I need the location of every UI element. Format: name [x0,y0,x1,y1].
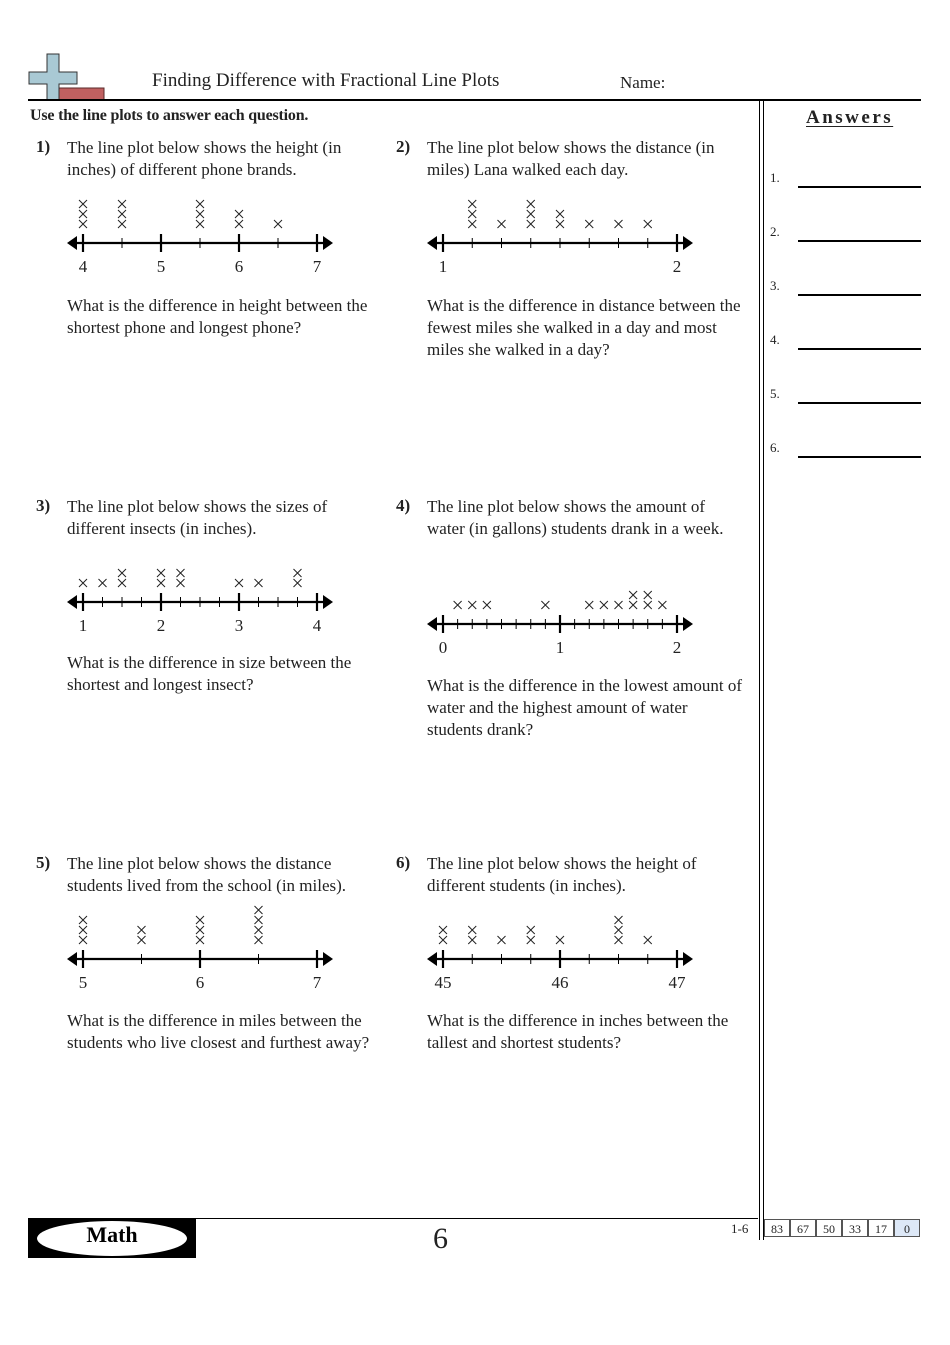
problem-number: 3) [36,496,51,515]
axis-arrow-left [427,617,437,631]
data-point-x [99,579,107,587]
data-point-x [255,936,263,944]
axis-arrow-left [427,952,437,966]
answer-label: 5. [770,386,780,401]
axis-arrow-left [67,595,77,609]
data-point-x [79,220,87,228]
data-point-x [274,220,282,228]
data-point-x [527,220,535,228]
problem-number: 1) [36,137,51,156]
axis-arrow-left [67,236,77,250]
axis-arrow-left [427,236,437,250]
axis-arrow-right [323,952,333,966]
data-point-x [585,601,593,609]
tick-label: 1 [555,638,565,657]
answer-blank[interactable] [798,240,921,242]
data-point-x [644,601,652,609]
problem-text: The line plot below shows the distance (in miles) Lana walked each day. [427,138,715,179]
math-logo-text: Math [86,1222,138,1247]
data-point-x [439,926,447,934]
data-point-x [615,926,623,934]
data-point-x [556,220,564,228]
data-point-x [118,569,126,577]
data-point-x [294,569,302,577]
worksheet-logo [26,53,108,101]
data-point-x [527,200,535,208]
data-point-x [468,601,476,609]
problem-question: What is the difference in distance between the fewest miles she walked in a day and most miles she walked in a day? [427,296,741,359]
tick-label: 47 [668,973,686,992]
data-point-x [527,936,535,944]
axis-arrow-right [323,236,333,250]
answer-blank[interactable] [798,186,921,188]
data-point-x [138,936,146,944]
score-cell: 50 [816,1219,842,1237]
worksheet-title: Finding Difference with Fractional Line Plots [152,70,500,91]
tick-label: 4 [78,257,88,276]
tick-label: 4 [312,616,322,635]
problem-number: 6) [396,853,411,872]
problem-question: What is the difference in height between the shortest phone and longest phone? [67,296,368,337]
data-point-x [294,579,302,587]
score-cell: 17 [868,1219,894,1237]
data-point-x [629,601,637,609]
data-point-x [235,220,243,228]
axis-arrow-right [683,617,693,631]
data-point-x [196,936,204,944]
data-point-x [177,569,185,577]
answer-blank[interactable] [798,456,921,458]
data-point-x [196,210,204,218]
answer-column-divider-2 [763,100,764,1240]
tick-label: 5 [78,973,88,992]
tick-label: 0 [438,638,448,657]
problem-text: The line plot below shows the distance students lived from the school (in miles). [67,854,347,895]
data-point-x [468,936,476,944]
data-point-x [79,936,87,944]
problem-question: What is the difference in miles between the students who live closest and furthest away? [67,1011,370,1052]
tick-label: 6 [234,257,244,276]
data-point-x [196,916,204,924]
data-point-x [541,601,549,609]
data-point-x [118,210,126,218]
data-point-x [454,601,462,609]
data-point-x [615,916,623,924]
answer-blank[interactable] [798,348,921,350]
data-point-x [644,591,652,599]
name-label: Name: [620,73,666,92]
axis-arrow-right [323,595,333,609]
answer-label: 3. [770,278,780,293]
data-point-x [498,220,506,228]
data-point-x [629,591,637,599]
data-point-x [255,906,263,914]
answer-blank[interactable] [798,294,921,296]
problem-question: What is the difference in the lowest amount of water and the highest amount of water students drank? [427,676,743,739]
data-point-x [235,210,243,218]
data-point-x [585,220,593,228]
data-point-x [600,601,608,609]
axis-arrow-right [683,952,693,966]
problem-question: What is the difference in inches between the tallest and shortest students? [427,1011,729,1052]
tick-label: 46 [551,973,569,992]
tick-label: 6 [195,973,205,992]
tick-label: 2 [156,616,166,635]
data-point-x [644,936,652,944]
score-cell: 0 [894,1219,920,1237]
score-range: 1-6 [731,1221,749,1236]
data-point-x [138,926,146,934]
data-point-x [157,579,165,587]
tick-label: 3 [234,616,244,635]
data-point-x [468,200,476,208]
tick-label: 1 [78,616,88,635]
tick-label: 45 [434,973,452,992]
tick-label: 5 [156,257,166,276]
answer-column-divider [759,100,760,1240]
data-point-x [79,916,87,924]
data-point-x [556,936,564,944]
data-point-x [255,579,263,587]
problem-text: The line plot below shows the sizes of different insects (in inches). [67,497,328,538]
problem-number: 2) [396,137,411,156]
problem-text: The line plot below shows the height (in inches) of different phone brands. [67,138,342,179]
answer-blank[interactable] [798,402,921,404]
data-point-x [556,210,564,218]
data-point-x [644,220,652,228]
data-point-x [118,579,126,587]
data-point-x [615,220,623,228]
data-point-x [439,936,447,944]
answer-label: 6. [770,440,780,455]
tick-label: 2 [672,257,682,276]
data-point-x [196,926,204,934]
data-point-x [118,220,126,228]
data-point-x [483,601,491,609]
tick-label: 7 [312,973,322,992]
answer-label: 4. [770,332,780,347]
data-point-x [527,210,535,218]
data-point-x [196,200,204,208]
data-point-x [79,926,87,934]
data-point-x [255,916,263,924]
header-rule [28,99,921,101]
answer-label: 2. [770,224,780,239]
data-point-x [498,936,506,944]
data-point-x [615,936,623,944]
data-point-x [79,210,87,218]
data-point-x [468,210,476,218]
score-cell: 67 [790,1219,816,1237]
data-point-x [468,220,476,228]
problem-question: What is the difference in size between the shortest and longest insect? [67,653,352,694]
data-point-x [157,569,165,577]
score-cell: 33 [842,1219,868,1237]
score-cell: 83 [764,1219,790,1237]
data-point-x [196,220,204,228]
data-point-x [615,601,623,609]
data-point-x [118,200,126,208]
data-point-x [235,579,243,587]
data-point-x [177,579,185,587]
data-point-x [468,926,476,934]
data-point-x [79,200,87,208]
problem-number: 5) [36,853,51,872]
axis-arrow-right [683,236,693,250]
tick-label: 7 [312,257,322,276]
axis-arrow-left [67,952,77,966]
data-point-x [527,926,535,934]
tick-label: 2 [672,638,682,657]
page-number: 6 [433,1222,448,1255]
problem-text: The line plot below shows the height of different students (in inches). [427,854,697,895]
data-point-x [658,601,666,609]
problem-number: 4) [396,496,411,515]
answer-label: 1. [770,170,780,185]
problem-text: The line plot below shows the amount of water (in gallons) students drank in a week. [427,497,724,538]
tick-label: 1 [438,257,448,276]
data-point-x [79,579,87,587]
data-point-x [255,926,263,934]
instructions: Use the line plots to answer each question. [30,107,309,124]
answers-title: Answers [806,107,894,128]
